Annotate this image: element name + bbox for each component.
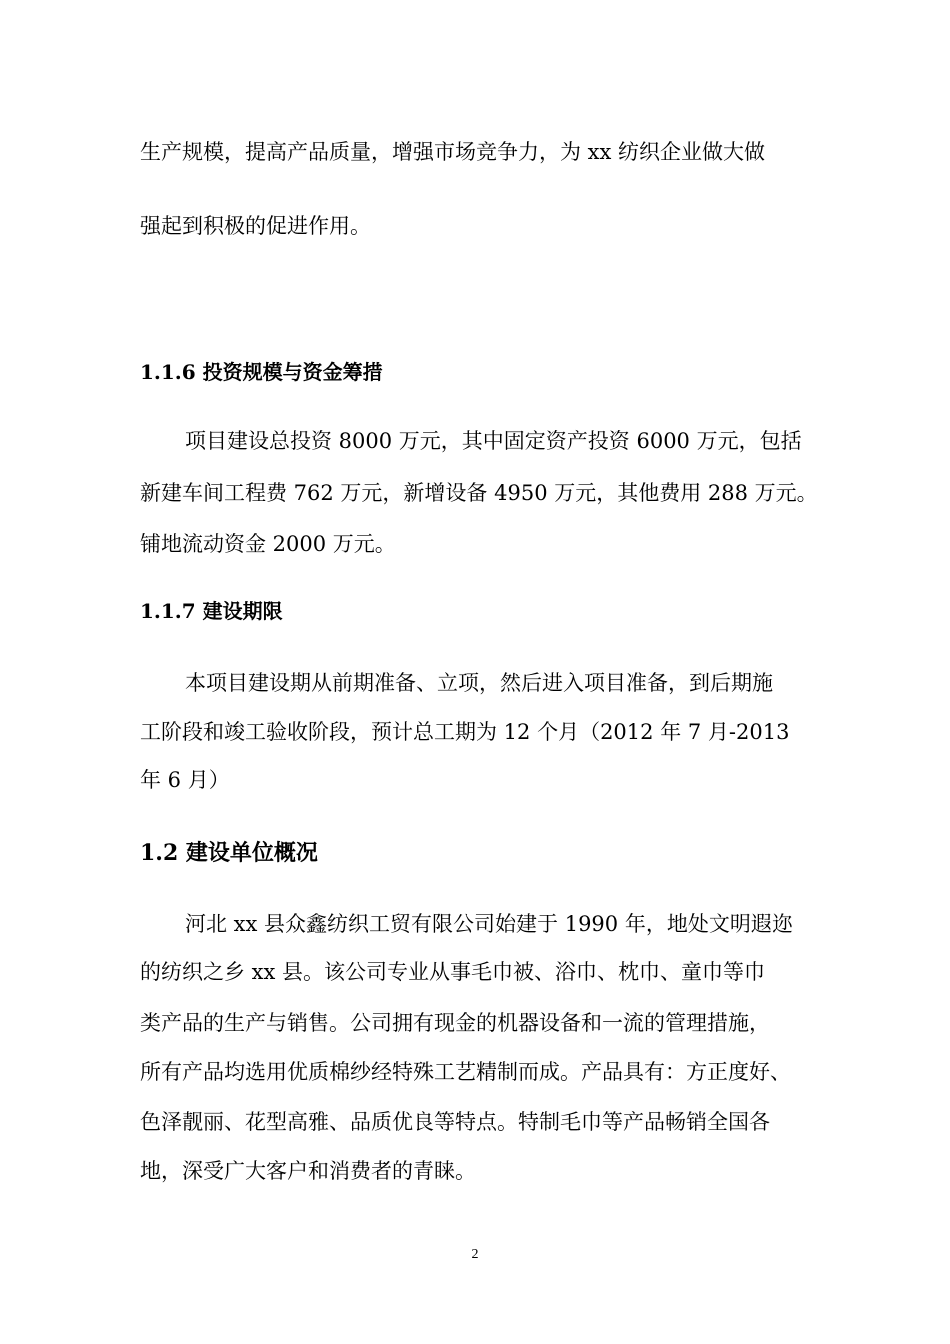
paragraph-line: 所有产品均选用优质棉纱经特殊工艺精制而成。产品具有：方正度好、: [140, 1060, 791, 1084]
paragraph-line: 色泽靓丽、花型高雅、品质优良等特点。特制毛巾等产品畅销全国各: [140, 1110, 770, 1134]
paragraph-line: 地，深受广大客户和消费者的青睐。: [140, 1159, 476, 1183]
paragraph-line: 的纺织之乡 xx 县。该公司专业从事毛巾被、浴巾、枕巾、童巾等巾: [140, 960, 766, 984]
paragraph-line: 项目建设总投资 8000 万元，其中固定资产投资 6000 万元，包括: [185, 429, 802, 453]
page-number: 2: [471, 1247, 479, 1262]
paragraph-line: 生产规模，提高产品质量，增强市场竞争力，为 xx 纺织企业做大做: [140, 140, 766, 164]
section-heading-1-1-7: 1.1.7 建设期限: [140, 599, 283, 623]
paragraph-line: 铺地流动资金 2000 万元。: [140, 532, 396, 556]
paragraph-line: 新建车间工程费 762 万元，新增设备 4950 万元，其他费用 288 万元。: [140, 481, 818, 505]
paragraph-line: 年 6 月）: [140, 768, 230, 792]
section-heading-1-2: 1.2 建设单位概况: [140, 840, 318, 866]
paragraph-line: 本项目建设期从前期准备、立项，然后进入项目准备，到后期施: [185, 671, 773, 695]
paragraph-line: 强起到积极的促进作用。: [140, 214, 371, 238]
paragraph-line: 河北 xx 县众鑫纺织工贸有限公司始建于 1990 年，地处文明遐迩: [185, 912, 793, 936]
paragraph-line: 类产品的生产与销售。公司拥有现金的机器设备和一流的管理措施，: [140, 1011, 770, 1035]
section-heading-1-1-6: 1.1.6 投资规模与资金筹措: [140, 360, 383, 384]
paragraph-line: 工阶段和竣工验收阶段，预计总工期为 12 个月（2012 年 7 月-2013: [140, 720, 790, 744]
